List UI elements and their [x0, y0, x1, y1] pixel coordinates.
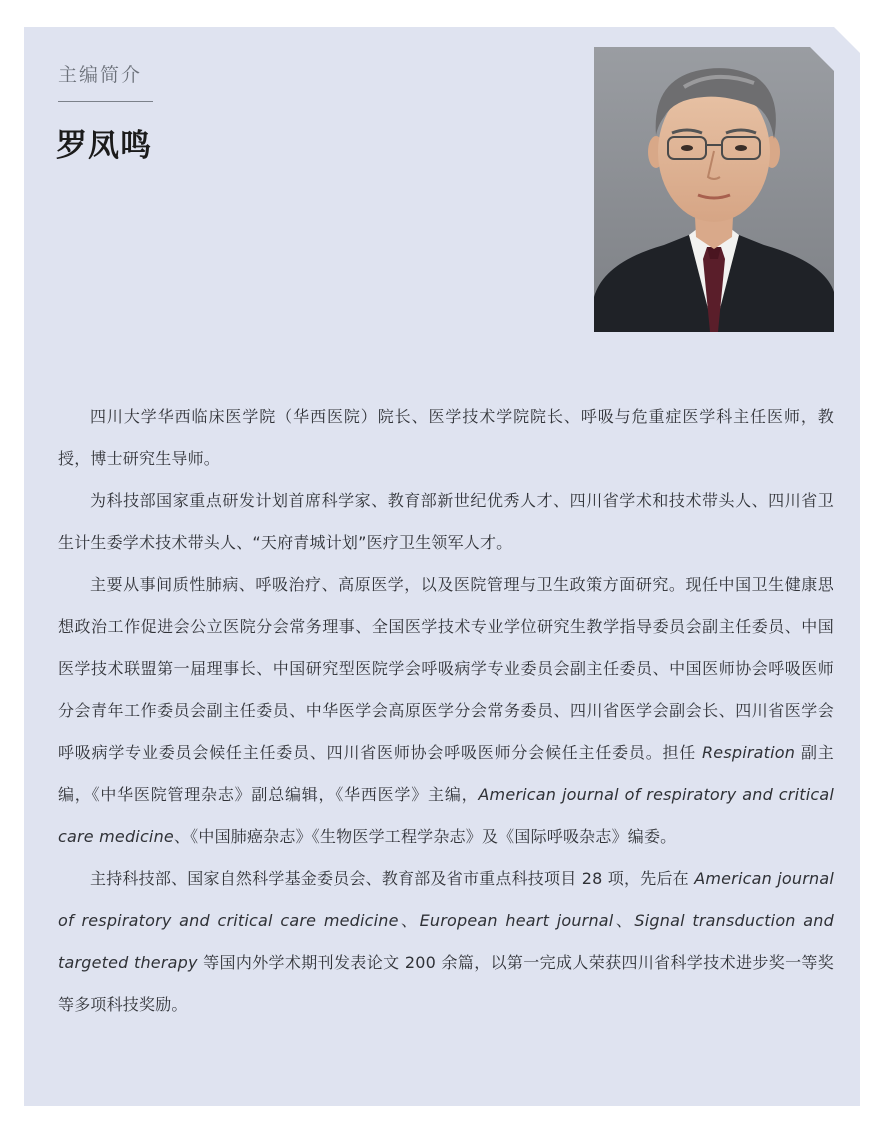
biography [58, 396, 834, 1026]
journal-title: American journal of respiratory and critical care medicine [58, 785, 834, 846]
section-label: 主编简介 [58, 64, 143, 86]
editor-photo [594, 47, 834, 332]
editor-name: 罗凤鸣 [56, 128, 152, 164]
title-divider [58, 101, 153, 102]
journal-title: European heart journal [419, 911, 614, 930]
bio-paragraph: 为科技部国家重点研发计划首席科学家、教育部新世纪优秀人才、四川省学术和技术带头人、四川省卫生计生委学术技术带头人、“天府青城计划”医疗卫生领军人才。 [58, 491, 834, 552]
journal-title: Respiration [701, 743, 796, 762]
bio-paragraph: 主持科技部、国家自然科学基金委员会、教育部及省市重点科技项目 28 项，先后在 American journal of respiratory and critical care medicine、European heart journal、Signal transduction and targeted therapy 等国内外学术期刊发表论文 200 余篇，以第一完成人荣获四川省科学技术进步奖一等奖等多项科技奖励。 [58, 869, 834, 1014]
journal-title: American journal of respiratory and critical care medicine [58, 869, 834, 930]
bio-paragraph: 四川大学华西临床医学院（华西医院）院长、医学技术学院院长、呼吸与危重症医学科主任医师，教授，博士研究生导师。 [58, 407, 834, 468]
journal-title: Signal transduction and targeted therapy [58, 911, 834, 972]
bio-paragraph: 主要从事间质性肺病、呼吸治疗、高原医学，以及医院管理与卫生政策方面研究。现任中国卫生健康思想政治工作促进会公立医院分会常务理事、全国医学技术专业学位研究生教学指导委员会副主任委员、中国医学技术联盟第一届理事长、中国研究型医院学会呼吸病学专业委员会副主任委员、中国医师协会呼吸医师分会青年工作委员会副主任委员、中华医学会高原医学分会常务委员、四川省医学会副会长、四川省医学会呼吸病学专业委员会候任主任委员、四川省医师协会呼吸医师分会候任主任委员。担任 Respiration 副主编，《中华医院管理杂志》副总编辑，《华西医学》主编，American journal of respiratory and critical care medicine、《中国肺癌杂志》《生物医学工程学杂志》及《国际呼吸杂志》编委。 [58, 575, 834, 846]
portrait-image [594, 47, 834, 332]
